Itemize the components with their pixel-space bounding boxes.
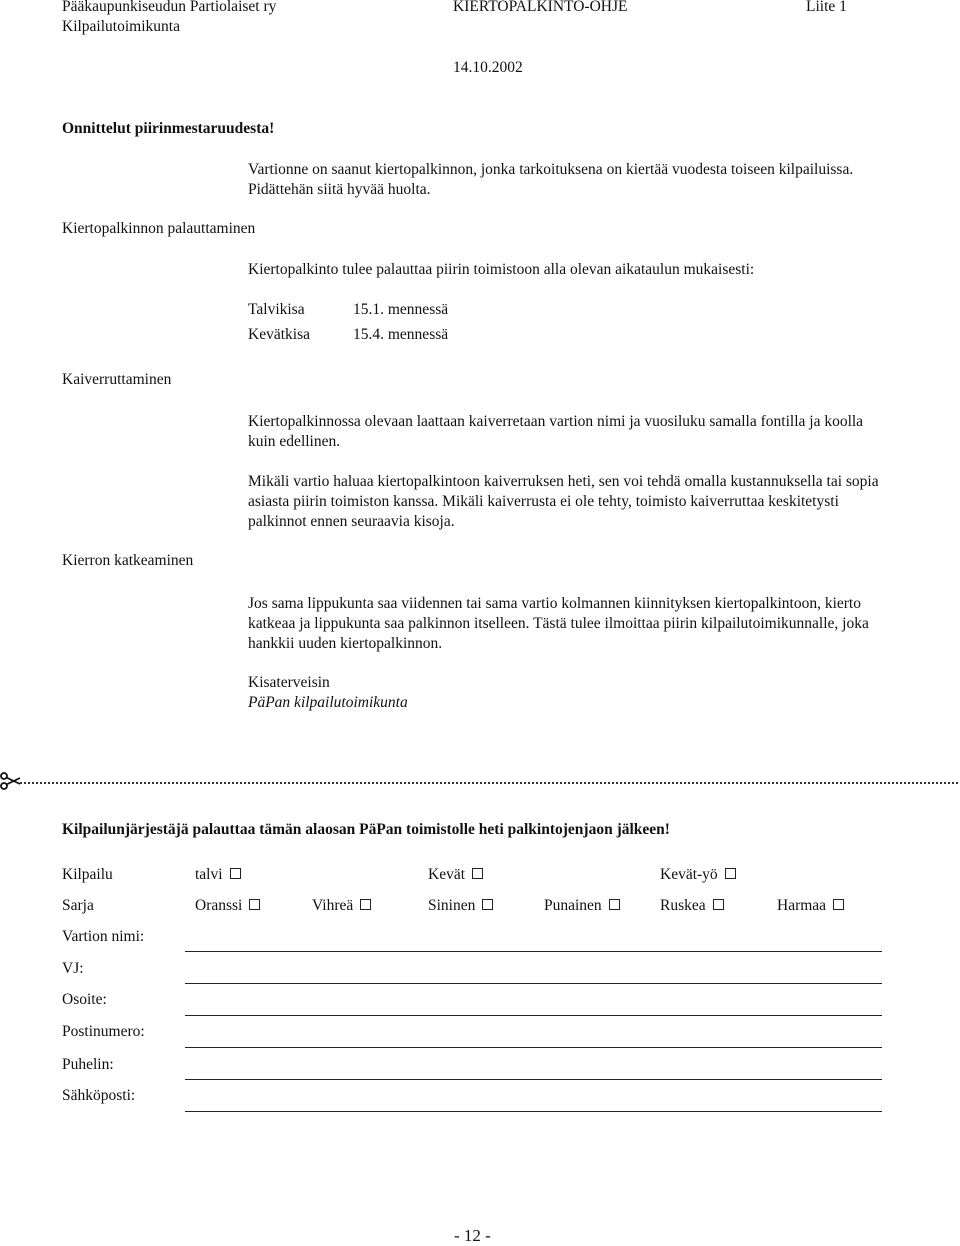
field-input-phone[interactable] [185,1079,882,1080]
attachment-label: Liite 1 [806,0,847,15]
schedule-label-winter: Talvikisa [248,301,305,318]
engraving-para2: Mikäli vartio haluaa kiertopalkintoon kaiverruksen heti, sen voi tehdä omalla kustannuksella tai sopia asiasta piirin toimiston kanssa. Mikäli kaiverrusta ei ole tehty, toimisto kaiverruttaa keskitetysti palkinnot ennen seuraavia kisoja. [248,473,879,530]
competition-option-kevat-yo[interactable] [660,866,736,884]
return-text: Kiertopalkinto tulee palauttaa piirin toimistoon alla olevan aikataulun mukaisesti: [248,261,755,278]
header-unit: Kilpailutoimikunta [62,18,180,35]
competition-option-label: talvi [195,866,223,883]
checkbox-icon[interactable] [360,899,371,910]
checkbox-icon[interactable] [482,899,493,910]
scissors-icon [0,771,22,791]
break-text: Jos sama lippukunta saa viidennen tai sama vartio kolmannen kiinnityksen kiertopalkintoon, kierto katkeaa ja lippukunta saa palkinnon itselleen. Tästä tulee ilmoittaa piirin kilpailutoimikunnalle, joka hankkii uuden kiertopalkinnon. [248,595,869,652]
field-input-leader[interactable] [185,983,882,984]
series-option-sininen[interactable] [428,897,493,915]
page-number: - 12 - [454,1226,491,1245]
competition-label: Kilpailu [62,866,113,883]
intro-heading: Onnittelut piirinmestaruudesta! [62,120,275,137]
checkbox-icon[interactable] [472,868,483,879]
checkbox-icon[interactable] [833,899,844,910]
checkbox-icon[interactable] [609,899,620,910]
field-input-email[interactable] [185,1111,882,1112]
checkbox-icon[interactable] [230,868,241,879]
field-input-team-name[interactable] [185,951,882,952]
header-org: Pääkaupunkiseudun Partiolaiset ry [62,0,277,15]
break-heading: Kierron katkeaminen [62,552,194,569]
series-option-label: Ruskea [660,897,706,914]
series-option-label: Oranssi [195,897,243,914]
checkbox-icon[interactable] [249,899,260,910]
return-heading: Kiertopalkinnon palauttaminen [62,220,256,237]
document-title: KIERTOPALKINTO-OHJE [453,0,628,15]
series-option-label: Harmaa [777,897,827,914]
competition-option-kevat[interactable] [428,866,483,884]
field-label-team-name: Vartion nimi: [62,928,145,945]
signature: PäPan kilpailutoimikunta [248,694,408,711]
checkbox-icon[interactable] [725,868,736,879]
series-option-harmaa[interactable] [777,897,844,915]
series-option-label: Sininen [428,897,476,914]
series-option-label: Vihreä [312,897,354,914]
field-label-email: Sähköposti: [62,1087,136,1104]
field-label-phone: Puhelin: [62,1056,114,1073]
schedule-label-spring: Kevätkisa [248,326,310,343]
cut-line [20,782,958,784]
schedule-deadline-spring: 15.4. mennessä [353,326,449,343]
field-label-postal-code: Postinumero: [62,1023,145,1040]
greeting: Kisaterveisin [248,674,330,691]
series-option-label: Punainen [544,897,602,914]
series-option-oranssi[interactable] [195,897,260,915]
schedule-deadline-winter: 15.1. mennessä [353,301,449,318]
field-label-address: Osoite: [62,991,107,1008]
intro-text: Vartionne on saanut kiertopalkinnon, jonka tarkoituksena on kiertää vuodesta toiseen kilpailuissa. Pidättehän siitä hyvää huolta. [248,161,854,198]
series-label: Sarja [62,897,94,914]
document-date: 14.10.2002 [453,59,523,76]
checkbox-icon[interactable] [713,899,724,910]
competition-option-label: Kevät-yö [660,866,718,883]
series-option-vihrea[interactable] [312,897,371,915]
competition-option-talvi[interactable] [195,866,241,884]
series-option-punainen[interactable] [544,897,620,915]
form-heading: Kilpailunjärjestäjä palauttaa tämän alaosan PäPan toimistolle heti palkintojenjaon jälkeen! [62,821,670,838]
competition-option-label: Kevät [428,866,466,883]
engraving-para1: Kiertopalkinnossa olevaan laattaan kaiverretaan vartion nimi ja vuosiluku samalla fontilla ja koolla kuin edellinen. [248,413,864,450]
engraving-heading: Kaiverruttaminen [62,371,172,388]
field-label-leader: VJ: [62,960,84,977]
field-input-address[interactable] [185,1015,882,1016]
series-option-ruskea[interactable] [660,897,724,915]
field-input-postal-code[interactable] [185,1047,882,1048]
